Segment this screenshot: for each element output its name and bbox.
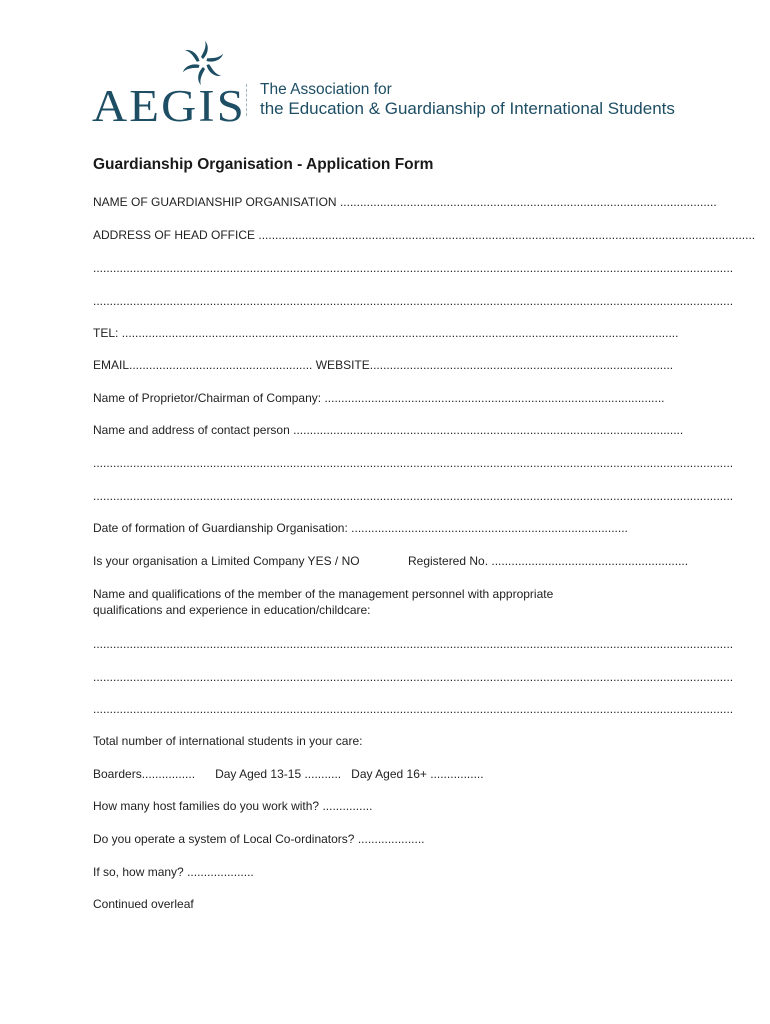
form-title: Guardianship Organisation - Application Form <box>93 156 434 173</box>
field-label: Total number of international students in your care: <box>93 734 363 748</box>
field-org-name[interactable]: NAME OF GUARDIANSHIP ORGANISATION ................................................................................................................. <box>93 195 717 209</box>
field-registered-no[interactable]: Registered No. ........................................................... <box>408 554 689 568</box>
field-email-website[interactable]: EMAIL....................................................... WEBSITE........................................................................................... <box>93 358 674 372</box>
field-local-coordinators[interactable]: Do you operate a system of Local Co-ordinators? .................... <box>93 832 425 846</box>
field-tel[interactable]: TEL: ....................................................................................................................................................................... <box>93 326 679 340</box>
continued-label: Continued overleaf <box>93 897 194 911</box>
field-boarders-day[interactable]: Boarders................ Day Aged 13-15 ........... Day Aged 16+ ................ <box>93 767 484 781</box>
logo-divider <box>246 84 247 116</box>
field-label: Name and address of contact person <box>93 423 290 437</box>
field-contact-line-2[interactable]: ................................................................................................................................................................................................ <box>93 456 734 470</box>
field-label: Is your organisation a Limited Company YES / NO <box>93 554 360 568</box>
field-label-day-16: Day Aged 16+ <box>351 767 427 781</box>
field-label-website: WEBSITE <box>315 358 370 372</box>
field-label: Registered No. <box>408 554 489 568</box>
field-management-line-1[interactable]: ................................................................................................................................................................................................ <box>93 637 734 651</box>
aegis-logo-wordmark: AEGIS <box>92 81 246 131</box>
header <box>92 40 692 130</box>
field-management-line-3[interactable]: ................................................................................................................................................................................................ <box>93 702 734 716</box>
field-label: Do you operate a system of Local Co-ordinators? <box>93 832 355 846</box>
field-proprietor[interactable]: Name of Proprietor/Chairman of Company: ...................................................................................................... <box>93 391 665 405</box>
field-contact-line-3[interactable]: ................................................................................................................................................................................................ <box>93 489 734 503</box>
field-host-families[interactable]: How many host families do you work with? ............... <box>93 799 373 813</box>
field-date-formation[interactable]: Date of formation of Guardianship Organisation: ................................................................................... <box>93 521 628 535</box>
field-label: TEL: <box>93 326 119 340</box>
field-label-email: EMAIL <box>93 358 130 372</box>
association-line-1: The Association for <box>260 81 392 98</box>
field-head-office-address[interactable]: ADDRESS OF HEAD OFFICE ..................................................................................................................................................... <box>93 228 756 242</box>
field-label: Date of formation of Guardianship Organisation: <box>93 521 348 535</box>
field-label: ADDRESS OF HEAD OFFICE <box>93 228 256 242</box>
field-address-line-2[interactable]: ................................................................................................................................................................................................ <box>93 261 734 275</box>
field-address-line-3[interactable]: ................................................................................................................................................................................................ <box>93 294 734 308</box>
field-label-day-13-15: Day Aged 13-15 <box>215 767 302 781</box>
association-line-2: the Education & Guardianship of International Students <box>260 99 675 118</box>
field-label: If so, how many? <box>93 865 184 879</box>
field-label: Name and qualifications of the member of the management personnel with appropriate <box>93 587 554 601</box>
field-management-line-2[interactable]: ................................................................................................................................................................................................ <box>93 670 734 684</box>
field-label: qualifications and experience in education/childcare: <box>93 603 371 617</box>
field-label: How many host families do you work with? <box>93 799 320 813</box>
field-total-students <box>93 733 675 749</box>
field-contact-person[interactable]: Name and address of contact person ..................................................................................................................... <box>93 423 684 437</box>
field-if-so-how-many[interactable]: If so, how many? .................... <box>93 865 254 879</box>
field-label: NAME OF GUARDIANSHIP ORGANISATION <box>93 195 337 209</box>
field-label-boarders: Boarders <box>93 767 142 781</box>
aegis-swirl-logo-icon <box>180 40 226 86</box>
field-label: Name of Proprietor/Chairman of Company: <box>93 391 322 405</box>
continued-overleaf <box>93 896 675 912</box>
field-management-text-2 <box>93 602 675 618</box>
field-management-text-1 <box>93 586 675 602</box>
